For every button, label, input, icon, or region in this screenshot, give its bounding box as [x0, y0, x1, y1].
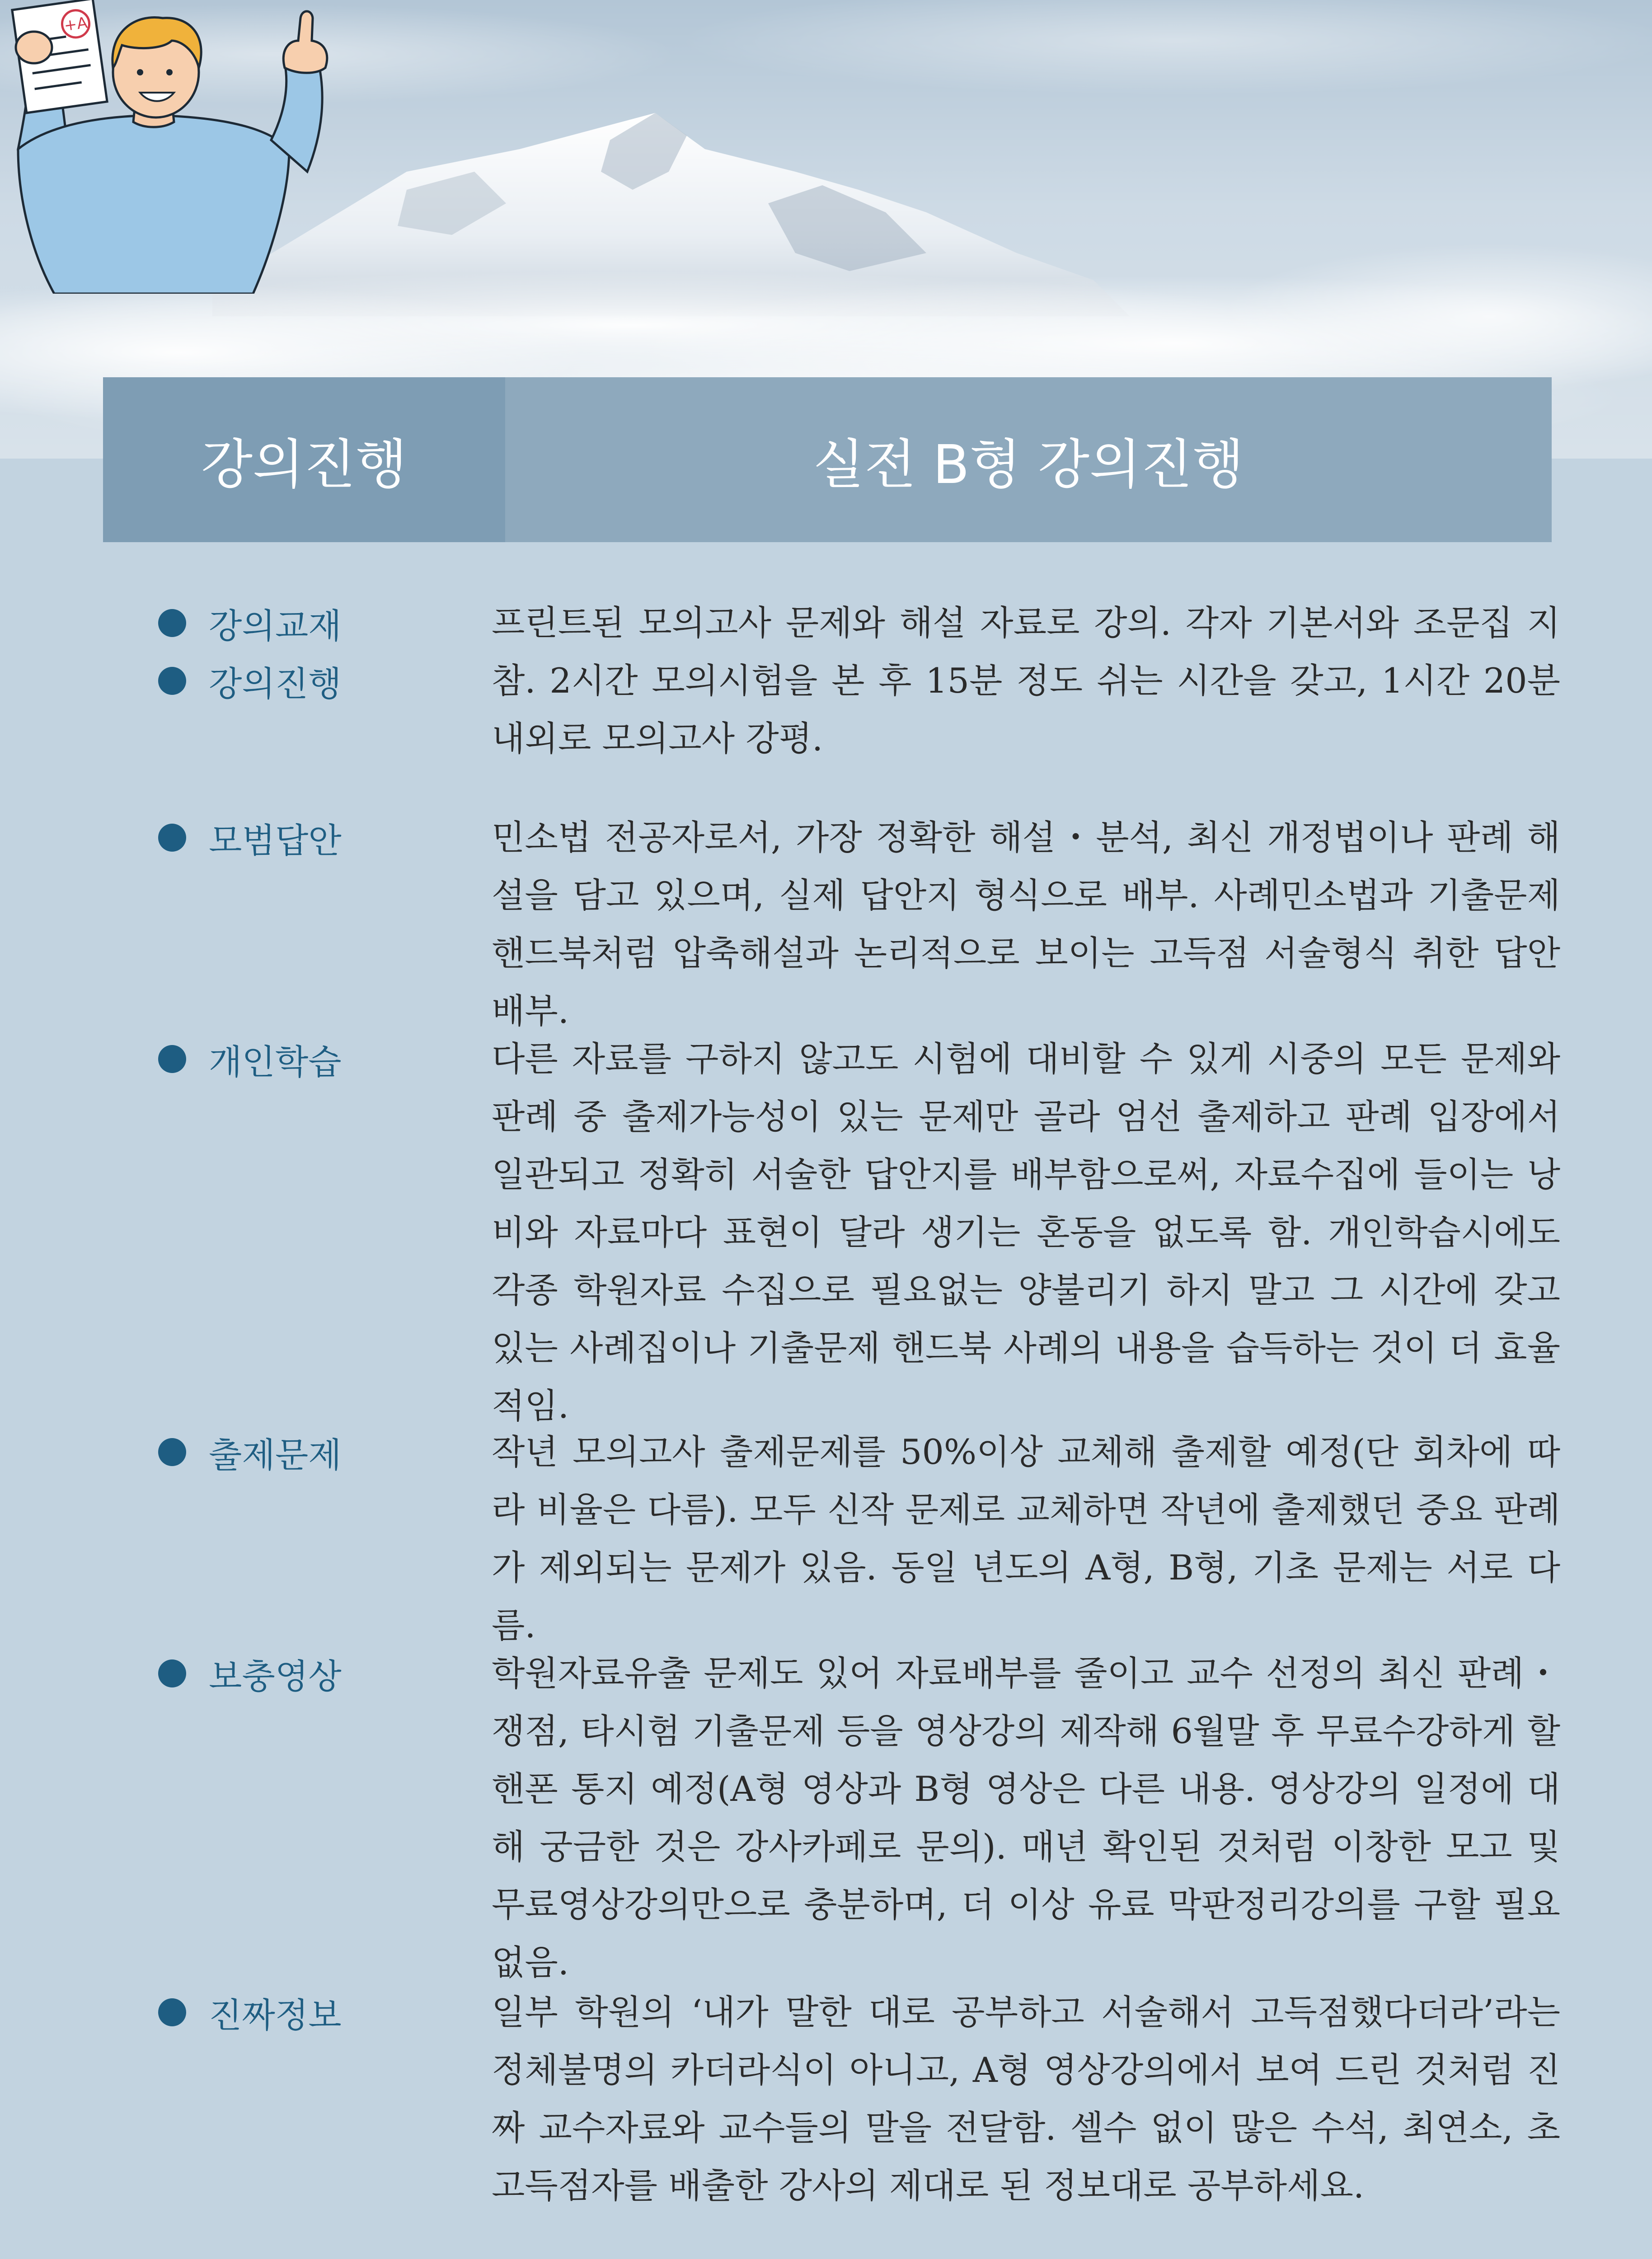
- section-labels: [158, 809, 342, 867]
- section-labels: [158, 1645, 342, 1702]
- label-text: 강의교재: [209, 605, 342, 646]
- section-text: 민소법 전공자로서, 가장 정확한 해설・분석, 최신 개정법이나 판례 해설을 담고 있으며, 실제 답안지 형식으로 배부. 사례민소법과 기출문제핸드북처럼 압축해설과 논리적으로 보이는 고득점 서술형식 취한 답안 배부.: [492, 817, 1560, 1031]
- label-text: 개인학습: [209, 1041, 342, 1082]
- label-item: [158, 1645, 342, 1702]
- title-bar: [103, 377, 1552, 542]
- label-text: 모범답안: [209, 820, 342, 861]
- bullet-icon: [158, 1045, 186, 1073]
- bullet-icon: [158, 1659, 186, 1687]
- student-holding-test-illustration: [0, 0, 352, 294]
- label-item: [158, 652, 342, 710]
- course-title: 실전 B형 강의진행: [505, 377, 1552, 542]
- label-text: 보충영상: [209, 1656, 342, 1697]
- section-labels: [158, 1030, 342, 1088]
- label-item: [158, 1423, 342, 1481]
- label-text: 진짜정보: [209, 1995, 342, 2035]
- section-text: 학원자료유출 문제도 있어 자료배부를 줄이고 교수 선정의 최신 판례・쟁점, 타시험 기출문제 등을 영상강의 제작해 6월말 후 무료수강하게 할 핸폰 통지 예정(A형 영상과 B형 영상은 다른 내용. 영상강의 일정에 대해 궁금한 것은 강사카페로 문의). 매년 확인된 것처럼 이창한 모고 및 무료영상강의만으로 충분하며, 더 이상 유료 막판정리강의를 구할 필요 없음.: [492, 1653, 1560, 1982]
- section-text: 다른 자료를 구하지 않고도 시험에 대비할 수 있게 시중의 모든 문제와 판례 중 출제가능성이 있는 문제만 골라 엄선 출제하고 판례 입장에서 일관되고 정확히 서술한 답안지를 배부함으로써, 자료수집에 들이는 낭비와 자료마다 표현이 달라 생기는 혼동을 없도록 함. 개인학습시에도 각종 학원자료 수집으로 필요없는 양불리기 하지 말고 그 시간에 갖고 있는 사례집이나 기출문제 핸드북 사례의 내용을 습득하는 것이 더 효율적임.: [492, 1039, 1560, 1426]
- label-item: [158, 809, 342, 867]
- section-labels: [158, 1983, 342, 2041]
- paper-grade-mark: +A: [63, 14, 89, 35]
- label-item: [158, 1983, 342, 2041]
- section-text: 작년 모의고사 출제문제를 50%이상 교체해 출제할 예정(단 회차에 따라 비율은 다름). 모두 신작 문제로 교체하면 작년에 출제했던 중요 판례가 제외되는 문제가 있음. 동일 년도의 A형, B형, 기초 문제는 서로 다름.: [492, 1432, 1560, 1645]
- section-labels: [158, 1423, 342, 1481]
- bullet-icon: [158, 824, 186, 852]
- bullet-icon: [158, 609, 186, 637]
- label-text: 강의진행: [209, 663, 342, 704]
- bullet-icon: [158, 667, 186, 695]
- section-title: 강의진행: [103, 377, 505, 542]
- bullet-icon: [158, 1438, 186, 1466]
- label-item: [158, 1030, 342, 1088]
- label-item: [158, 594, 342, 652]
- section-text: 일부 학원의 ‘내가 말한 대로 공부하고 서술해서 고득점했다더라’라는 정체불명의 카더라식이 아니고, A형 영상강의에서 보여 드린 것처럼 진짜 교수자료와 교수들의 말을 전달함. 셀수 없이 많은 수석, 최연소, 초고득점자를 배출한 강사의 제대로 된 정보대로 공부하세요.: [492, 1992, 1560, 2206]
- bullet-icon: [158, 1998, 186, 2026]
- section-text: 프린트된 모의고사 문제와 해설 자료로 강의. 각자 기본서와 조문집 지참. 2시간 모의시험을 본 후 15분 정도 쉬는 시간을 갖고, 1시간 20분 내외로 모의고사 강평.: [492, 603, 1560, 759]
- section-labels: [158, 594, 342, 710]
- label-text: 출제문제: [209, 1434, 342, 1475]
